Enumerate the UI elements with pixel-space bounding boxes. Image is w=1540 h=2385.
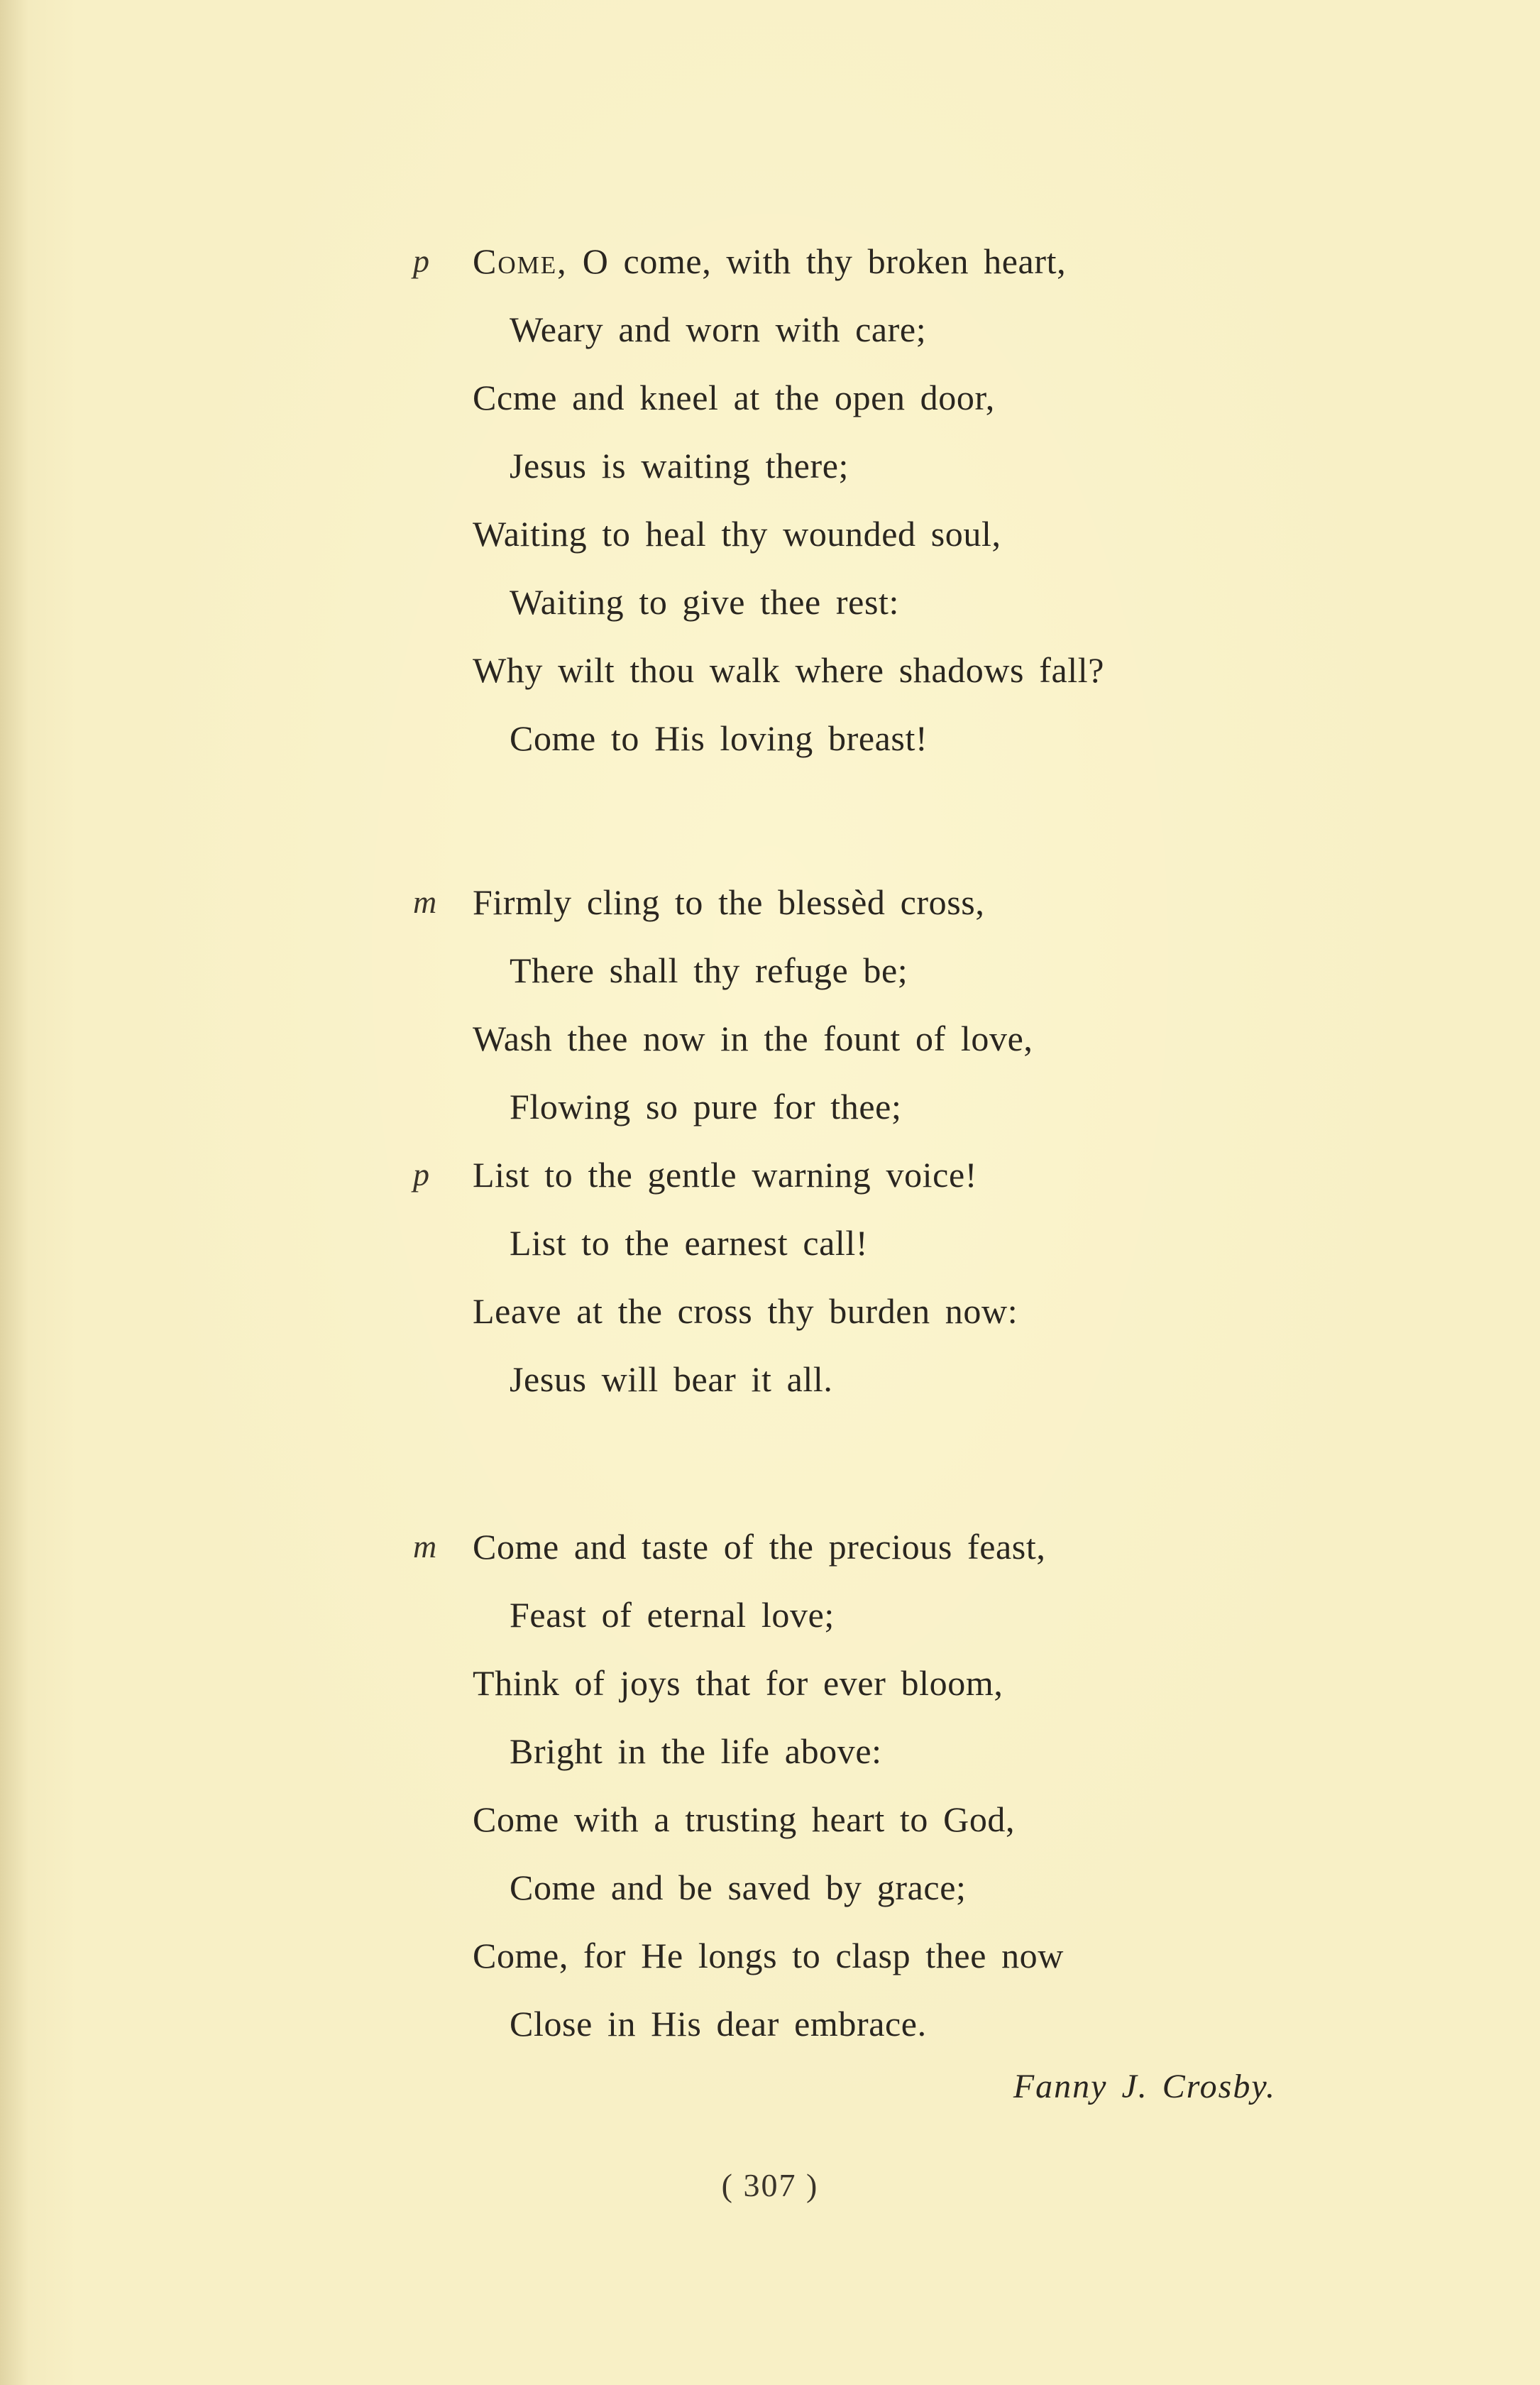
poem-line: [397, 1792, 1320, 1860]
poem-line: [397, 643, 1320, 711]
line-lead-word: Come,: [473, 241, 568, 281]
line-text: Think of joys that for ever bloom,: [473, 1663, 1003, 1703]
poem-line: [397, 1997, 1320, 2065]
author-signature: Fanny J. Crosby.: [1013, 2068, 1276, 2105]
poem-line: [397, 1284, 1320, 1352]
line-text: Why wilt thou walk where shadows fall?: [473, 650, 1105, 690]
line-text: Waiting to heal thy wounded soul,: [473, 514, 1001, 554]
line-text: Wash thee now in the fount of love,: [473, 1019, 1033, 1058]
poem-line: [397, 875, 1320, 943]
line-text: Come with a trusting heart to God,: [473, 1799, 1016, 1839]
stanza-3: [397, 1520, 1320, 2065]
poem-line: [397, 1656, 1320, 1724]
line-text: Jesus is waiting there;: [510, 446, 849, 486]
poem-line: [397, 1148, 1320, 1216]
dynamic-marking: m: [413, 884, 437, 920]
poem-line: [397, 1011, 1320, 1080]
line-text: Waiting to give thee rest:: [510, 582, 899, 622]
line-text: Firmly cling to the blessèd cross,: [473, 882, 985, 922]
poem-line: [397, 1216, 1320, 1284]
line-text: There shall thy refuge be;: [510, 950, 908, 990]
dynamic-marking: m: [413, 1528, 437, 1564]
poem-line: [397, 1724, 1320, 1792]
poem-line: [397, 507, 1320, 575]
poem-line: [397, 575, 1320, 643]
line-text: Close in His dear embrace.: [510, 2004, 927, 2044]
poem-line: [397, 234, 1320, 302]
poem-line: [397, 1588, 1320, 1656]
poem-line: [397, 1929, 1320, 1997]
poem-line: [397, 439, 1320, 507]
stanza-2: [397, 875, 1320, 1420]
line-text: Come and taste of the precious feast,: [473, 1527, 1046, 1567]
poem-line: [397, 711, 1320, 779]
line-text: Come, for He longs to clasp thee now: [473, 1936, 1064, 1975]
line-text: O come, with thy broken heart,: [567, 241, 1067, 281]
dynamic-marking: p: [413, 1156, 430, 1192]
poem-line: [397, 1352, 1320, 1420]
line-text: Feast of eternal love;: [510, 1595, 835, 1635]
line-text: Leave at the cross thy burden now:: [473, 1291, 1018, 1331]
line-text: List to the earnest call!: [510, 1223, 869, 1263]
dynamic-marking: p: [413, 243, 430, 279]
page-number: ( 307 ): [721, 2167, 819, 2203]
poem-line: [397, 1080, 1320, 1148]
poem-line: [397, 371, 1320, 439]
line-text: Flowing so pure for thee;: [510, 1087, 902, 1126]
poem-line: [397, 1520, 1320, 1588]
line-text: Ccme and kneel at the open door,: [473, 378, 995, 417]
poem-line: [397, 302, 1320, 371]
line-text: Bright in the life above:: [510, 1731, 882, 1771]
line-text: Jesus will bear it all.: [510, 1359, 833, 1399]
line-text: List to the gentle warning voice!: [473, 1155, 977, 1195]
poem-line: [397, 1860, 1320, 1929]
line-text: Come to His loving breast!: [510, 718, 928, 758]
line-text: Weary and worn with care;: [510, 309, 927, 349]
line-text: Come and be saved by grace;: [510, 1868, 967, 1907]
stanza-1: [397, 234, 1320, 779]
poem-line: [397, 943, 1320, 1011]
